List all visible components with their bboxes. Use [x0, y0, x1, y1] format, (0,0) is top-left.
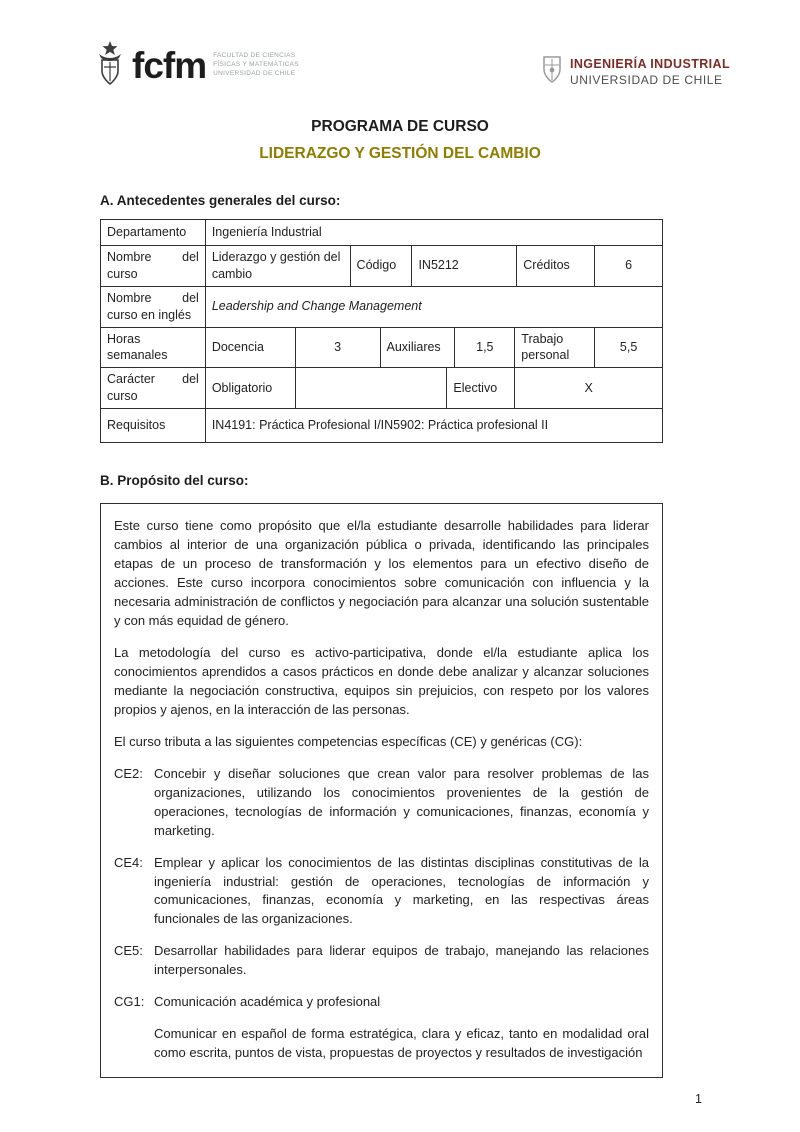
cell-departamento-label: Departamento [101, 220, 206, 246]
table-row-horas-semanales [101, 328, 663, 369]
fcfm-tagline-line2: FÍSICAS Y MATEMÁTICAS [213, 61, 299, 69]
uchile-crest-icon [95, 40, 125, 91]
cell-departamento-value: Ingeniería Industrial [206, 220, 663, 246]
cell-caracter-label: Carácter del curso [101, 368, 206, 409]
section-b-heading: B. Propósito del curso: [100, 473, 249, 488]
ingenieria-industrial-logo [541, 55, 730, 90]
table-row-departamento [101, 220, 663, 246]
department-crest-icon [541, 55, 563, 90]
cell-nombre-curso-value: Liderazgo y gestión del cambio [206, 246, 351, 287]
purpose-box [100, 503, 663, 1078]
section-a-heading: A. Antecedentes generales del curso: [100, 193, 341, 208]
competency-text-ce2: Concebir y diseñar soluciones que crean valor para resolver problemas de las organizaciones, utilizando los conocimientos provenientes de la gestión de operaciones, tecnologías de información y comunicaciones, finanzas, economía y marketing. [154, 765, 649, 838]
competency-label-ce4: CE4: [114, 854, 143, 870]
purpose-paragraph-2: La metodología del curso es activo-participativa, donde el/la estudiante aplica los conocimientos aprendidos a casos prácticos en donde debe analizar y alcanzar soluciones mediante la negociación constructiva, equipos sin prejuicios, con respeto por los valores propios y ajenos, en la interacción de las personas. [114, 644, 649, 717]
competency-label-ce2: CE2: [114, 765, 143, 781]
cell-nombre-ingles-label: Nombre del curso en inglés [101, 287, 206, 328]
competency-item-cg1 [114, 993, 649, 1012]
cell-nombre-curso-label: Nombre del curso [101, 246, 206, 287]
cell-docencia-value: 3 [296, 328, 381, 369]
cell-creditos-label: Créditos [517, 246, 595, 287]
competency-item-ce5 [114, 942, 649, 980]
table-row-nombre-ingles [101, 287, 663, 328]
cell-trabajo-label: Trabajo personal [515, 328, 595, 369]
cell-electivo-value: X [515, 368, 663, 409]
cell-codigo-value: IN5212 [412, 246, 517, 287]
dept-logo-subtitle: UNIVERSIDAD DE CHILE [569, 72, 723, 87]
competency-item-ce4 [114, 854, 649, 930]
cell-creditos-value: 6 [595, 246, 663, 287]
cell-horas-label: Horas semanales [101, 328, 206, 369]
cell-nombre-ingles-value: Leadership and Change Management [206, 287, 663, 328]
fcfm-tagline-line3: UNIVERSIDAD DE CHILE [213, 69, 296, 77]
table-row-caracter [101, 368, 663, 409]
dept-logo-title: INGENIERÍA INDUSTRIAL [569, 57, 730, 72]
table-row-nombre-curso [101, 246, 663, 287]
course-title: LIDERAZGO Y GESTIÓN DEL CAMBIO [259, 145, 541, 162]
purpose-paragraph-3: El curso tributa a las siguientes competencias específicas (CE) y genéricas (CG): [114, 733, 583, 749]
cell-obligatorio-value [296, 368, 448, 409]
cell-requisitos-label: Requisitos [101, 409, 206, 443]
cell-auxiliares-label: Auxiliares [381, 328, 456, 369]
cell-electivo-label: Electivo [447, 368, 515, 409]
competency-text-ce5: Desarrollar habilidades para liderar equipos de trabajo, manejando las relaciones interpersonales. [154, 943, 649, 978]
cell-docencia-label: Docencia [206, 328, 296, 369]
competency-label-ce5: CE5: [114, 943, 143, 959]
course-info-table [100, 219, 663, 443]
competency-text-ce4: Emplear y aplicar los conocimientos de las distintas disciplinas constitutivas de la ingeniería industrial: gestión de operaciones, tecnologías de información y comunicaciones, finanzas, economía y marketing, en las respectivas áreas funcionales de las organizaciones. [154, 854, 649, 927]
fcfm-logo [95, 40, 299, 91]
competency-label-cg1: CG1: [114, 994, 145, 1010]
competency-item-ce2 [114, 765, 649, 841]
competency-text-cg1: Comunicación académica y profesional [154, 994, 381, 1010]
cell-trabajo-value: 5,5 [595, 328, 663, 369]
cell-codigo-label: Código [351, 246, 413, 287]
cell-auxiliares-value: 1,5 [455, 328, 515, 369]
fcfm-tagline [213, 52, 299, 78]
cell-obligatorio-label: Obligatorio [206, 368, 296, 409]
fcfm-wordmark: fcfm [132, 45, 207, 86]
page-number: 1 [695, 1092, 702, 1106]
document-title: PROGRAMA DE CURSO [311, 118, 489, 135]
table-row-requisitos [101, 409, 663, 443]
cell-requisitos-value: IN4191: Práctica Profesional I/IN5902: Práctica profesional II [206, 409, 663, 443]
document-titles [0, 118, 800, 163]
purpose-paragraph-cg1-detail: Comunicar en español de forma estratégica, clara y eficaz, tanto en modalidad oral como escrita, puntos de vista, propuestas de proyectos y resultados de investigación [154, 1026, 649, 1061]
fcfm-tagline-line1: FACULTAD DE CIENCIAS [213, 52, 296, 60]
purpose-paragraph-1: Este curso tiene como propósito que el/la estudiante desarrolle habilidades para liderar cambios al interior de una organización pública o privada, identificando las principales etapas de un proceso de transformación y los elementos para un efectivo diseño de acciones. Este curso incorpora conocimientos sobre comunicación con influencia y la necesaria administración de conflictos y negociación para alcanzar una solución sustentable y con más equidad de género. [114, 518, 649, 628]
document-body [100, 193, 663, 1078]
